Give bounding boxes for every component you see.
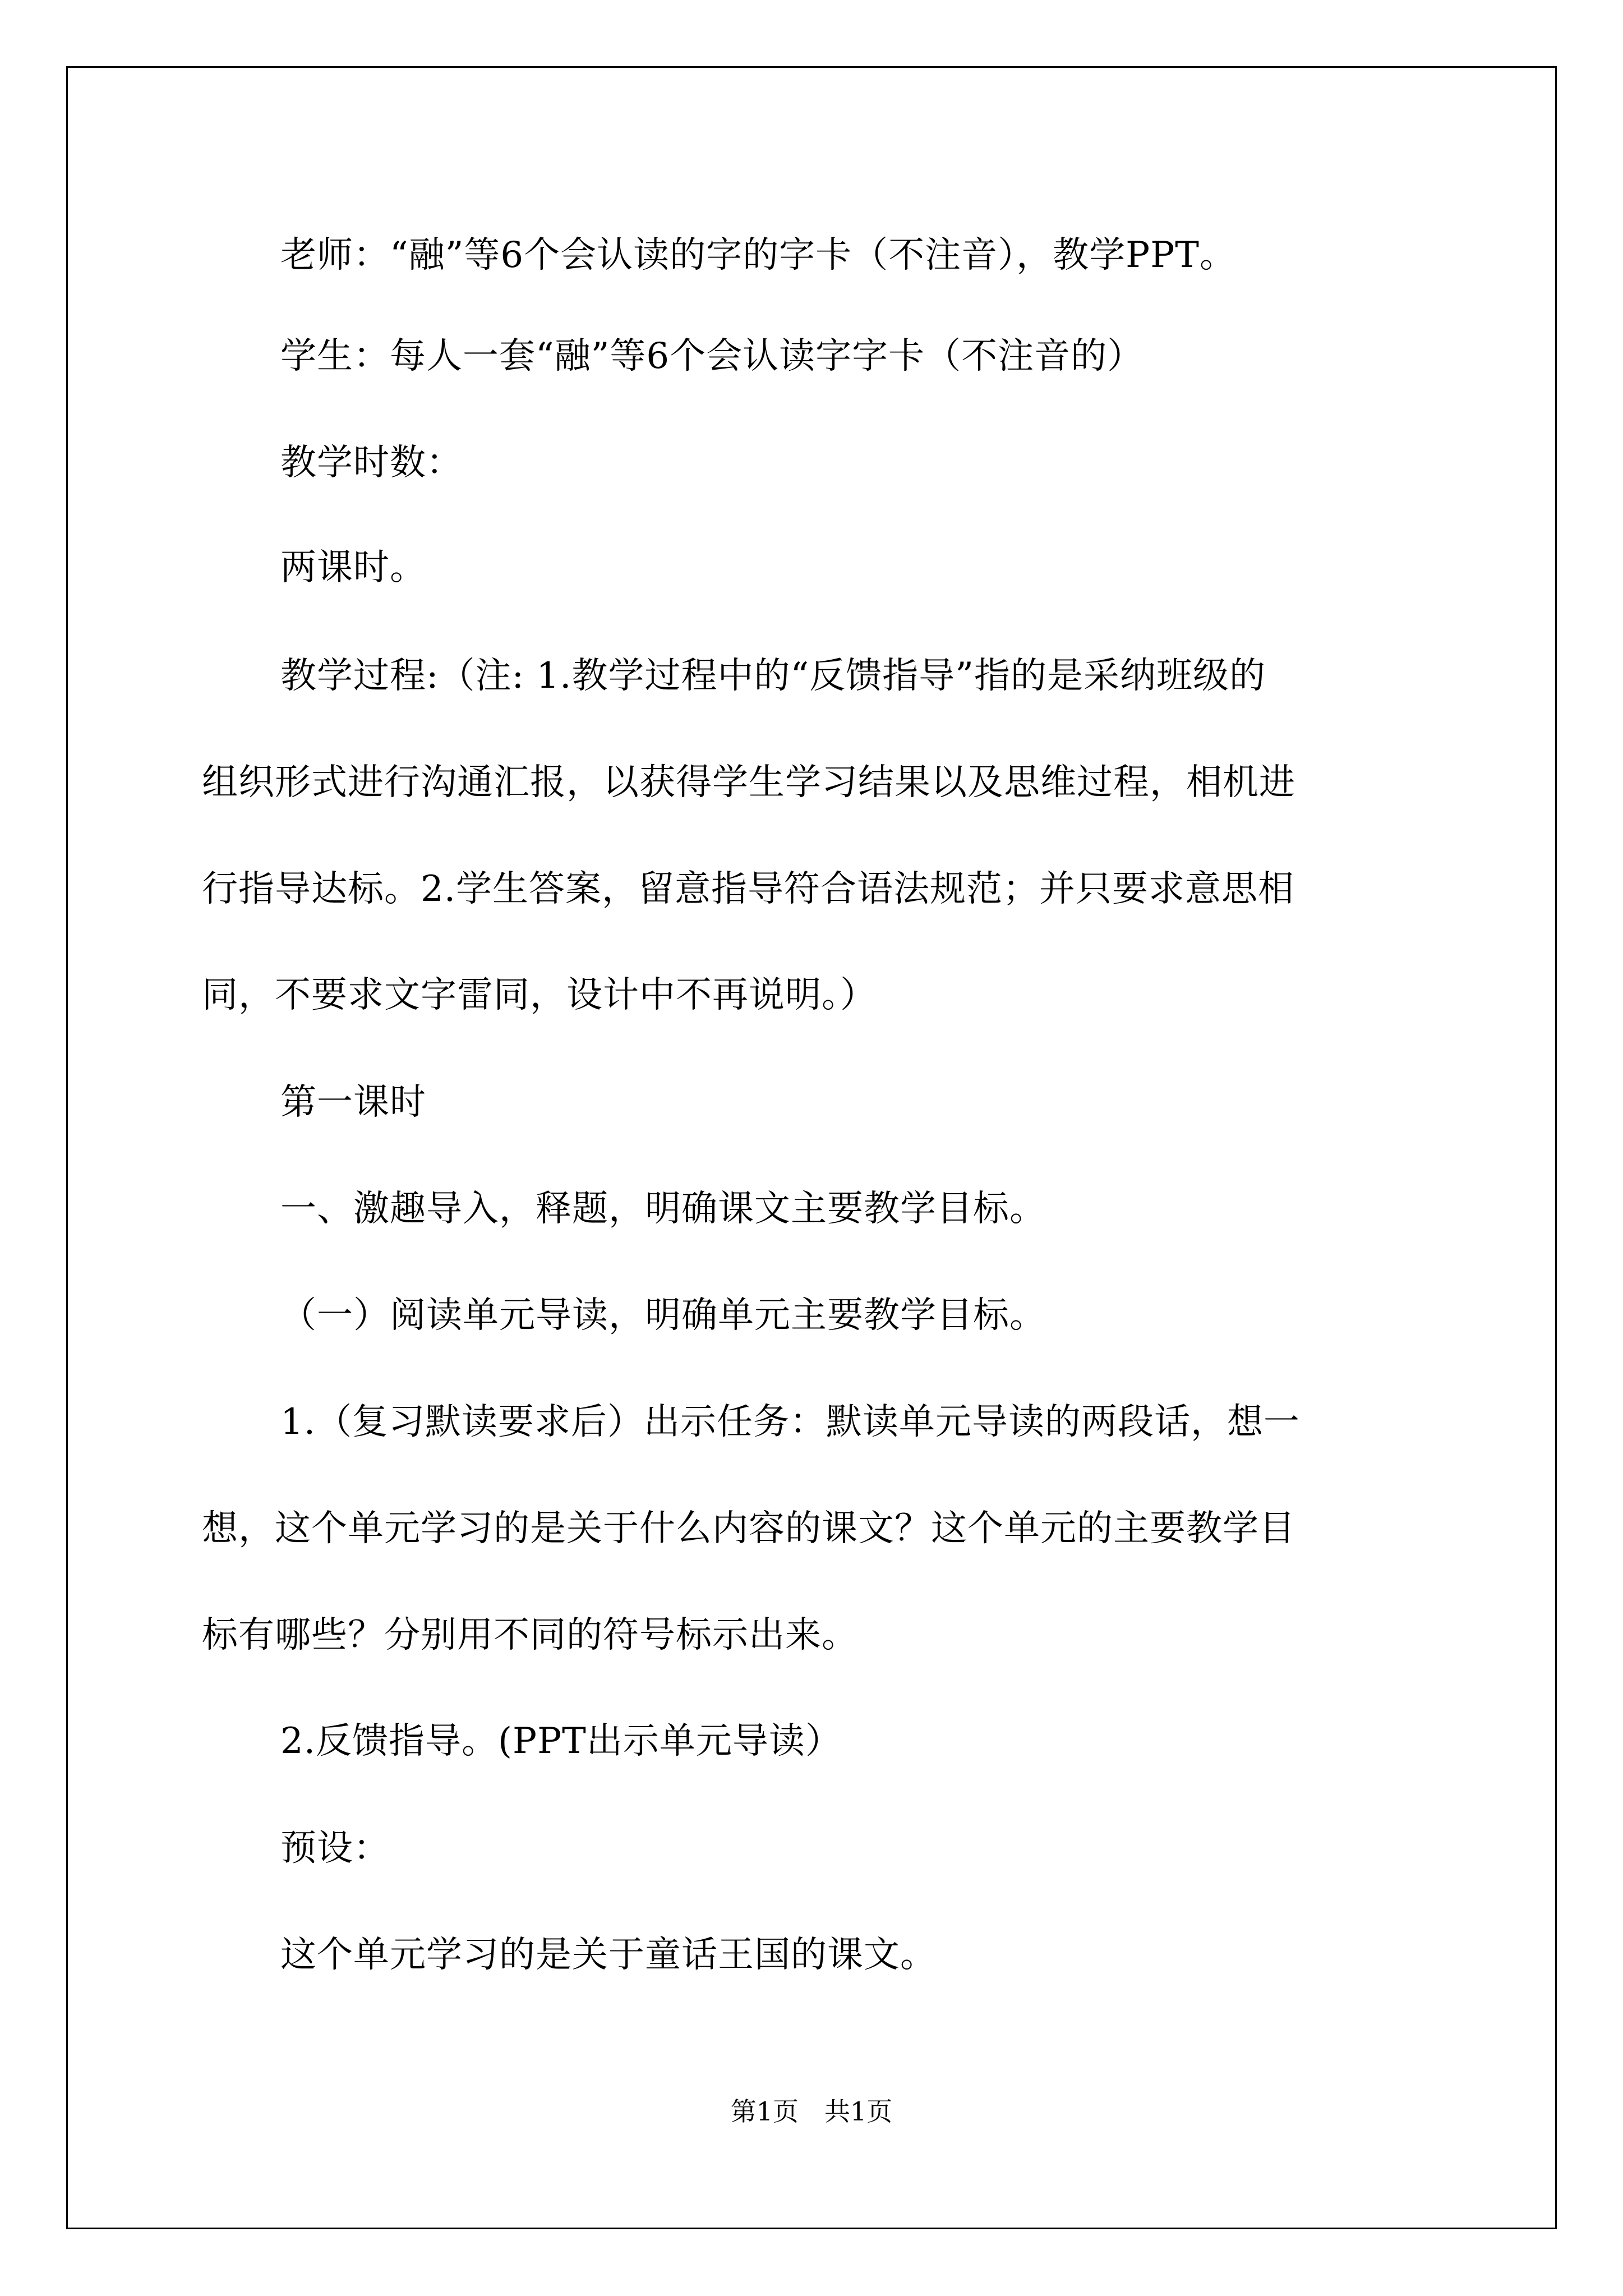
paragraph-line: 这个单元学习的是关于童话王国的课文。 bbox=[280, 1934, 937, 1976]
paragraph-line: 2.反馈指导。(PPT出示单元导读） bbox=[280, 1720, 842, 1762]
paragraph-line: （一）阅读单元导读，明确单元主要教学目标。 bbox=[280, 1295, 1046, 1336]
paragraph-line: 学生：每人一套“融”等6个会认读字字卡（不注音的） bbox=[280, 335, 1144, 377]
paragraph-line: 两课时。 bbox=[280, 547, 426, 588]
paragraph-line: 1.（复习默读要求后）出示任务：默读单元导读的两段话，想一 bbox=[280, 1401, 1301, 1443]
paragraph-line: 老师：“融”等6个会认读的字的字卡（不注音），教学PPT。 bbox=[280, 234, 1236, 276]
page-border bbox=[66, 66, 1557, 2229]
paragraph-line: 想，这个单元学习的是关于什么内容的课文？这个单元的主要教学目 bbox=[202, 1508, 1295, 1549]
paragraph-line: 行指导达标。2.学生答案，留意指导符合语法规范；并只要求意思相 bbox=[202, 868, 1295, 910]
paragraph-line: 预设： bbox=[280, 1828, 390, 1869]
paragraph-line: 标有哪些？分别用不同的符号标示出来。 bbox=[202, 1614, 858, 1656]
paragraph-line: 第一课时 bbox=[280, 1082, 426, 1123]
paragraph-line: 教学时数： bbox=[280, 442, 463, 484]
paragraph-line: 同，不要求文字雷同，设计中不再说明。） bbox=[202, 974, 877, 1016]
page-number-footer: 第1页 共1页 bbox=[730, 2096, 893, 2127]
paragraph-line: 一、激趣导入，释题，明确课文主要教学目标。 bbox=[280, 1188, 1046, 1230]
paragraph-line: 教学过程:（注: 1.教学过程中的“反馈指导”指的是采纳班级的 bbox=[280, 655, 1266, 697]
paragraph-line: 组织形式进行沟通汇报，以获得学生学习结果以及思维过程，相机进 bbox=[202, 762, 1295, 803]
